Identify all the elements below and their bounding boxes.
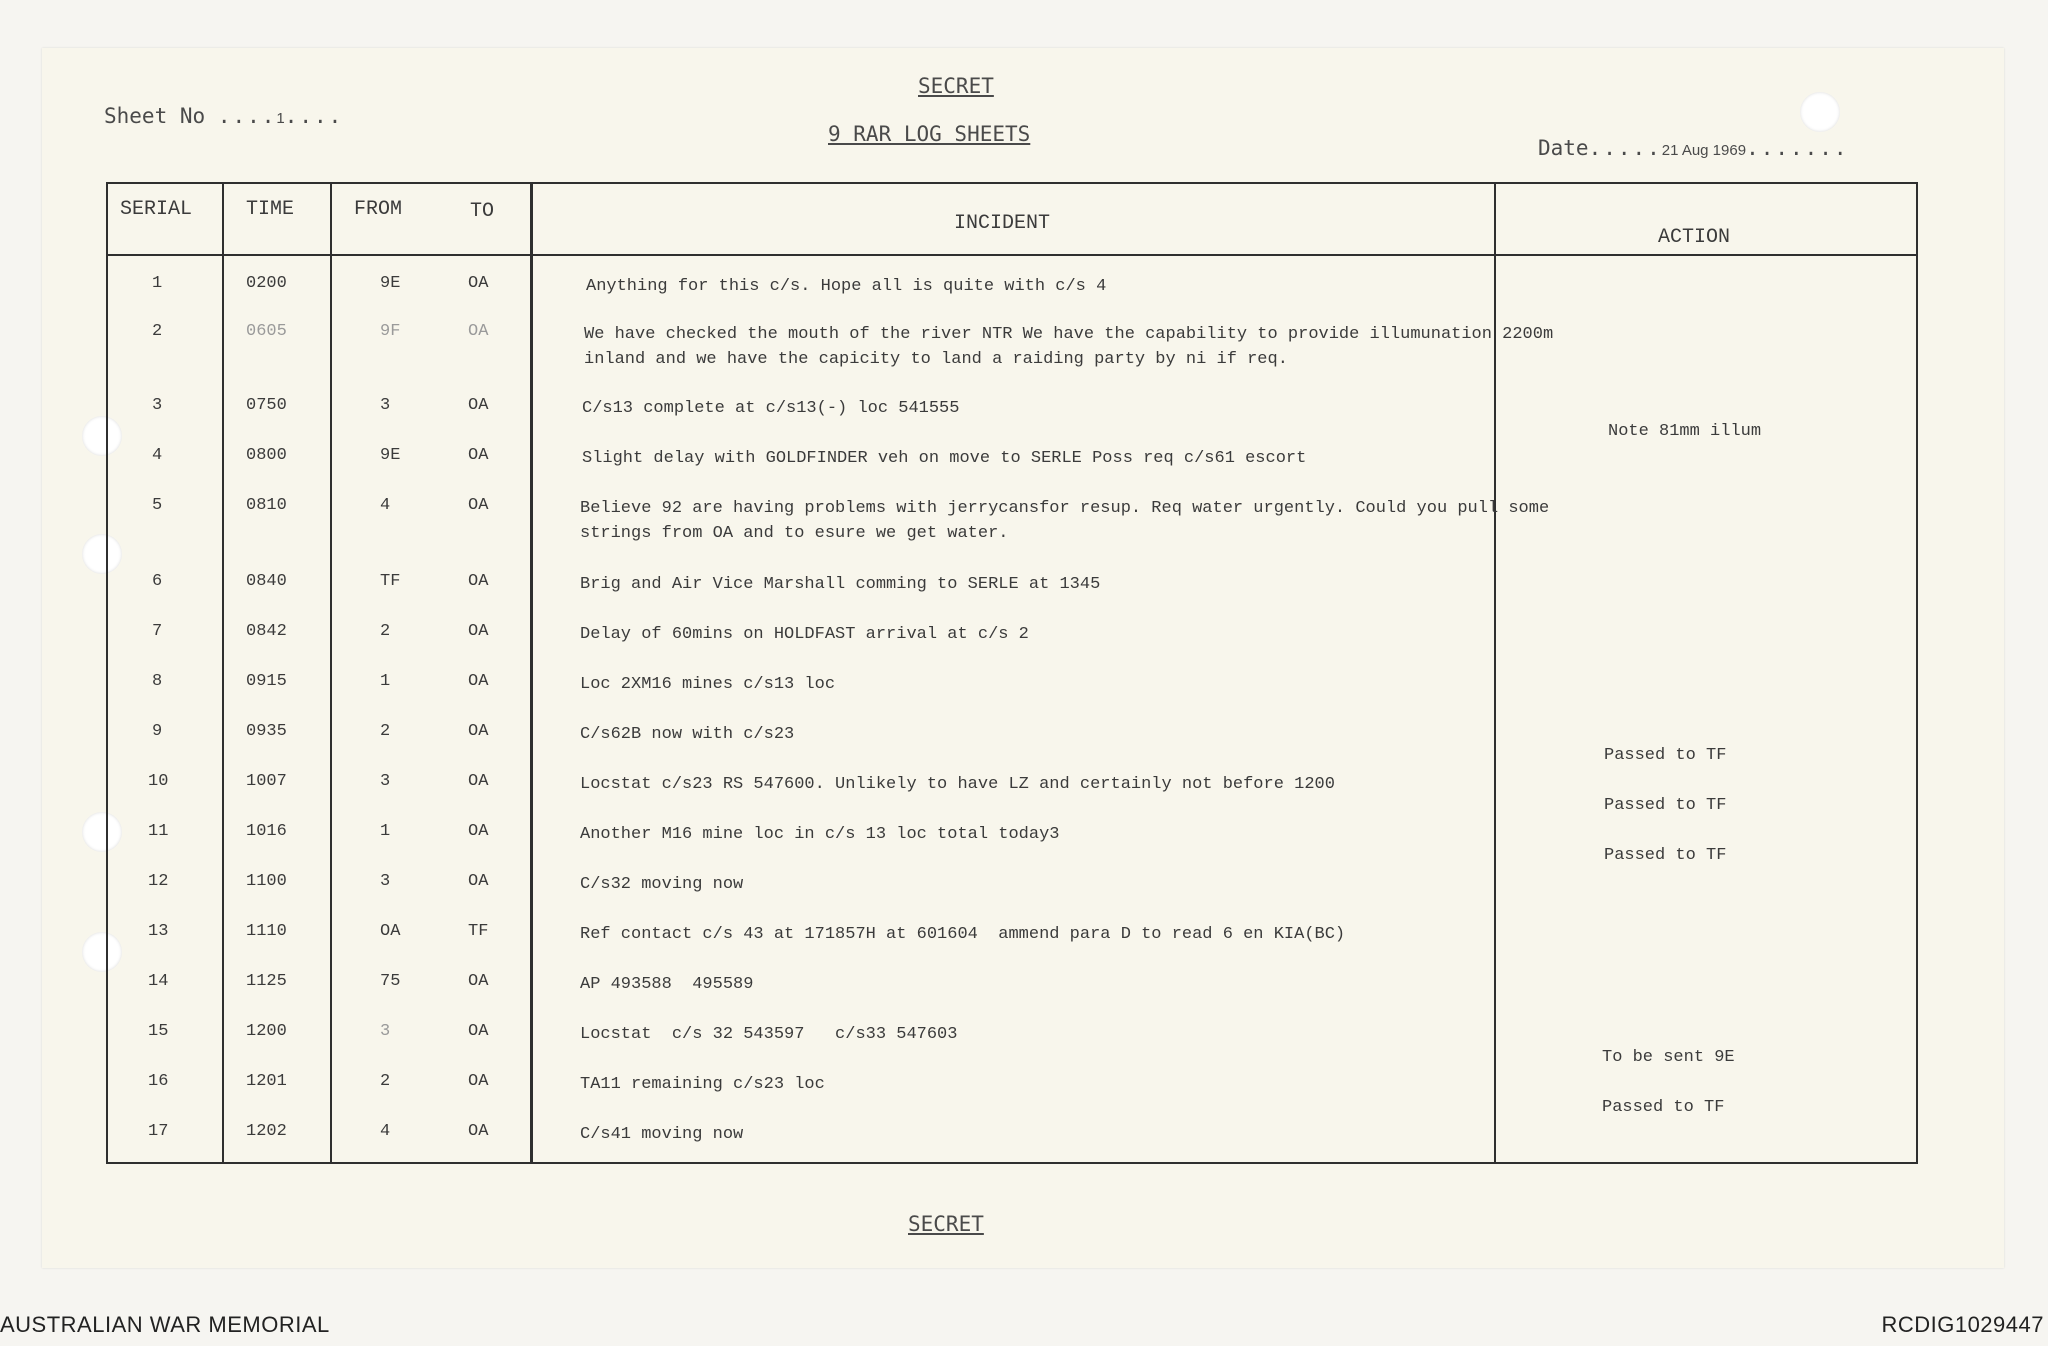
date-label: Date (1538, 136, 1589, 160)
cell-serial: 7 (152, 622, 163, 641)
cell-to: OA (468, 446, 489, 465)
cell-to: TF (468, 922, 489, 941)
cell-serial: 14 (148, 972, 169, 991)
cell-time: 0750 (246, 396, 287, 415)
action-note: To be sent 9E (1602, 1048, 1735, 1067)
table-border-left (106, 182, 108, 1164)
col-header-time: TIME (246, 198, 295, 221)
cell-incident: Believe 92 are having problems with jerrycansfor resup. Req water urgently. Could you pull some strings from OA and to esure we get water. (580, 499, 1550, 543)
cell-from: 3 (380, 1022, 391, 1041)
cell-incident: C/s32 moving now (580, 875, 744, 894)
cell-from: 3 (380, 772, 391, 791)
cell-serial: 11 (148, 822, 169, 841)
cell-incident: Loc 2XM16 mines c/s13 loc (580, 675, 836, 694)
cell-serial: 1 (152, 274, 163, 293)
cell-to: OA (468, 722, 489, 741)
table-border-top (106, 182, 1918, 184)
date-value: 21 Aug 1969 (1661, 142, 1747, 159)
cell-time: 0915 (246, 672, 287, 691)
cell-to: OA (468, 572, 489, 591)
date-field (1538, 136, 1849, 160)
action-note: Passed to TF (1604, 746, 1727, 765)
cell-time: 0800 (246, 446, 287, 465)
cell-incident: Brig and Air Vice Marshall comming to SERLE at 1345 (580, 575, 1101, 594)
cell-incident: Another M16 mine loc in c/s 13 loc total today3 (580, 825, 1060, 844)
cell-from: 4 (380, 1122, 391, 1141)
cell-from: 2 (380, 622, 391, 641)
cell-serial: 9 (152, 722, 163, 741)
cell-to: OA (468, 1072, 489, 1091)
date-dots: ..... (1588, 136, 1662, 160)
cell-to: OA (468, 972, 489, 991)
cell-from: 75 (380, 972, 401, 991)
table-border-right (1916, 182, 1918, 1164)
log-table (106, 182, 1918, 1164)
table-border-bottom (106, 1162, 1918, 1164)
cell-incident: TA11 remaining c/s23 loc (580, 1075, 825, 1094)
cell-serial: 12 (148, 872, 169, 891)
punch-hole (1800, 92, 1840, 132)
action-note: Passed to TF (1604, 846, 1727, 865)
page-title: 9 RAR LOG SHEETS (828, 122, 1031, 146)
col-header-from: FROM (354, 198, 403, 221)
header-separator (106, 254, 1918, 256)
cell-incident: Locstat c/s23 RS 547600. Unlikely to have LZ and certainly not before 1200 (580, 775, 1335, 794)
cell-from: OA (380, 922, 401, 941)
cell-to: OA (468, 496, 489, 515)
cell-time: 0810 (246, 496, 287, 515)
footer-left: AUSTRALIAN WAR MEMORIAL (0, 1312, 330, 1337)
cell-from: 2 (380, 1072, 391, 1091)
cell-serial: 8 (152, 672, 163, 691)
cell-from: 3 (380, 396, 391, 415)
cell-time: 1200 (246, 1022, 287, 1041)
cell-from: 2 (380, 722, 391, 741)
cell-time: 0840 (246, 572, 287, 591)
cell-incident: AP 493588 495589 (580, 975, 754, 994)
cell-to: OA (468, 672, 489, 691)
cell-to: OA (468, 772, 489, 791)
cell-incident: C/s41 moving now (580, 1125, 744, 1144)
cell-from: 9F (380, 322, 401, 341)
cell-serial: 13 (148, 922, 169, 941)
action-note: Note 81mm illum (1608, 422, 1762, 441)
cell-incident: C/s13 complete at c/s13(-) loc 541555 (582, 399, 960, 418)
cell-time: 0935 (246, 722, 287, 741)
cell-serial: 15 (148, 1022, 169, 1041)
cell-incident: Slight delay with GOLDFINDER veh on move to SERLE Poss req c/s61 escort (582, 449, 1307, 468)
col-header-to: TO (470, 200, 495, 223)
cell-from: 1 (380, 822, 391, 841)
sheet-value: 1 (276, 110, 285, 127)
cell-serial: 5 (152, 496, 163, 515)
cell-from: 9E (380, 446, 401, 465)
cell-serial: 2 (152, 322, 163, 341)
cell-time: 0200 (246, 274, 287, 293)
cell-time: 1110 (246, 922, 287, 941)
footer-right: RCDIG1029447 (1881, 1312, 2044, 1337)
cell-time: 1202 (246, 1122, 287, 1141)
cell-incident: C/s62B now with c/s23 (580, 725, 795, 744)
cell-to: OA (468, 396, 489, 415)
cell-serial: 6 (152, 572, 163, 591)
cell-time: 0842 (246, 622, 287, 641)
action-note: Passed to TF (1604, 796, 1727, 815)
col-header-incident: INCIDENT (954, 212, 1051, 235)
cell-from: 9E (380, 274, 401, 293)
cell-time: 1201 (246, 1072, 287, 1091)
cell-from: 3 (380, 872, 391, 891)
col-sep-fromto (530, 182, 533, 1164)
sheet-dots: .... (217, 104, 277, 128)
cell-to: OA (468, 322, 489, 341)
cell-to: OA (468, 822, 489, 841)
action-note: Passed to TF (1602, 1098, 1725, 1117)
cell-to: OA (468, 274, 489, 293)
cell-from: 1 (380, 672, 391, 691)
cell-incident: We have checked the mouth of the river NTR We have the capability to provide illumunation 2200m inland and we have the capicity to land a raiding party by ni if req. (584, 325, 1554, 369)
cell-incident: Anything for this c/s. Hope all is quite with c/s 4 (586, 277, 1107, 296)
cell-incident: Ref contact c/s 43 at 171857H at 601604 ammend para D to read 6 en KIA(BC) (580, 925, 1346, 944)
col-sep-time (330, 182, 332, 1164)
date-dots: ....... (1746, 136, 1849, 160)
sheet-dots: .... (284, 104, 344, 128)
sheet-number (104, 104, 343, 128)
cell-incident: Delay of 60mins on HOLDFAST arrival at c/s 2 (580, 625, 1029, 644)
cell-to: OA (468, 622, 489, 641)
col-header-action: ACTION (1658, 226, 1731, 249)
classification-bottom: SECRET (908, 1212, 984, 1236)
cell-to: OA (468, 1122, 489, 1141)
cell-serial: 10 (148, 772, 169, 791)
cell-serial: 3 (152, 396, 163, 415)
cell-serial: 4 (152, 446, 163, 465)
cell-time: 0605 (246, 322, 287, 341)
cell-time: 1100 (246, 872, 287, 891)
cell-from: 4 (380, 496, 391, 515)
cell-to: OA (468, 872, 489, 891)
cell-incident: Locstat c/s 32 543597 c/s33 547603 (580, 1025, 958, 1044)
cell-to: OA (468, 1022, 489, 1041)
cell-serial: 16 (148, 1072, 169, 1091)
sheet-label: Sheet No (104, 104, 206, 128)
cell-time: 1007 (246, 772, 287, 791)
cell-time: 1125 (246, 972, 287, 991)
cell-from: TF (380, 572, 401, 591)
cell-serial: 17 (148, 1122, 169, 1141)
classification-top: SECRET (918, 74, 994, 98)
col-sep-serial (222, 182, 224, 1164)
log-sheet-paper (42, 48, 2004, 1268)
cell-time: 1016 (246, 822, 287, 841)
col-header-serial: SERIAL (120, 198, 193, 221)
